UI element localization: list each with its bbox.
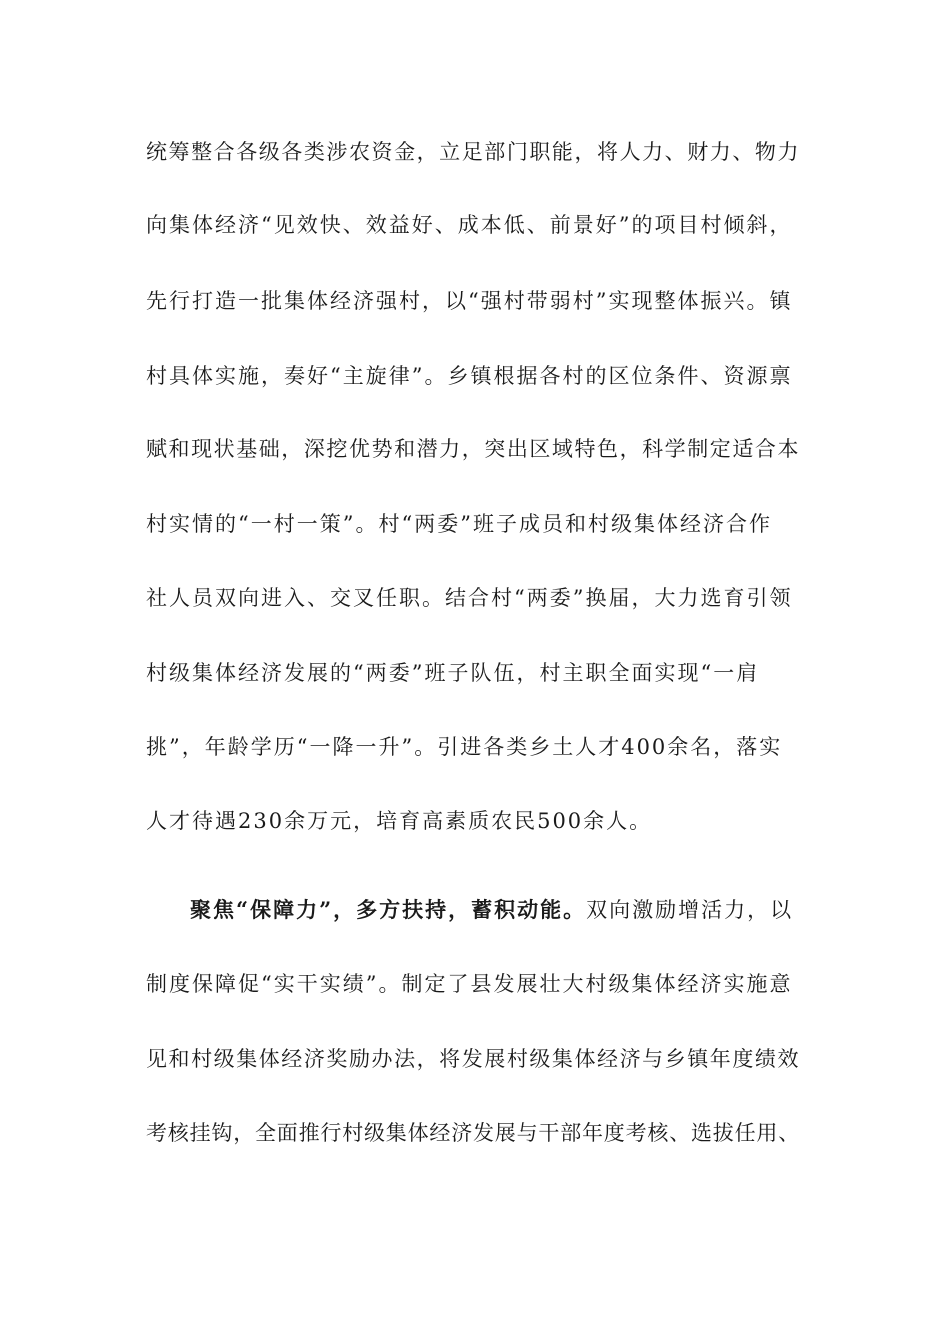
text-line: 先行打造一批集体经济强村，以“强村带弱村”实现整体振兴。镇 <box>146 289 793 313</box>
text-line: 制度保障促“实干实绩”。制定了县发展壮大村级集体经济实施意 <box>146 972 793 996</box>
text-line: 见和村级集体经济奖励办法，将发展村级集体经济与乡镇年度绩效 <box>146 1047 800 1071</box>
text-line: 挑”，年龄学历“一降一升”。引进各类乡土人才400余名，落实 <box>146 735 783 759</box>
text-line: 人才待遇230余万元，培育高素质农民500余人。 <box>146 809 653 833</box>
text-line: 考核挂钩，全面推行村级集体经济发展与干部年度考核、选拔任用、 <box>146 1121 800 1145</box>
text-line: 社人员双向进入、交叉任职。结合村“两委”换届，大力选育引领 <box>146 586 793 610</box>
paragraph-text: 双向激励增活力，以 <box>586 898 794 922</box>
paragraph-heading: 聚焦“保障力”，多方扶持，蓄积动能。 <box>190 897 587 922</box>
text-line: 村具体实施，奏好“主旋律”。乡镇根据各村的区位条件、资源禀 <box>146 364 793 388</box>
paragraph-first-line <box>190 895 793 925</box>
text-line: 向集体经济“见效快、效益好、成本低、前景好”的项目村倾斜， <box>146 213 793 237</box>
text-line: 统筹整合各级各类涉农资金，立足部门职能，将人力、财力、物力 <box>146 140 800 164</box>
text-line: 村级集体经济发展的“两委”班子队伍，村主职全面实现“一肩 <box>146 661 760 685</box>
text-line: 赋和现状基础，深挖优势和潜力，突出区域特色，科学制定适合本 <box>146 437 800 461</box>
text-line: 村实情的“一村一策”。村“两委”班子成员和村级集体经济合作 <box>146 512 772 536</box>
